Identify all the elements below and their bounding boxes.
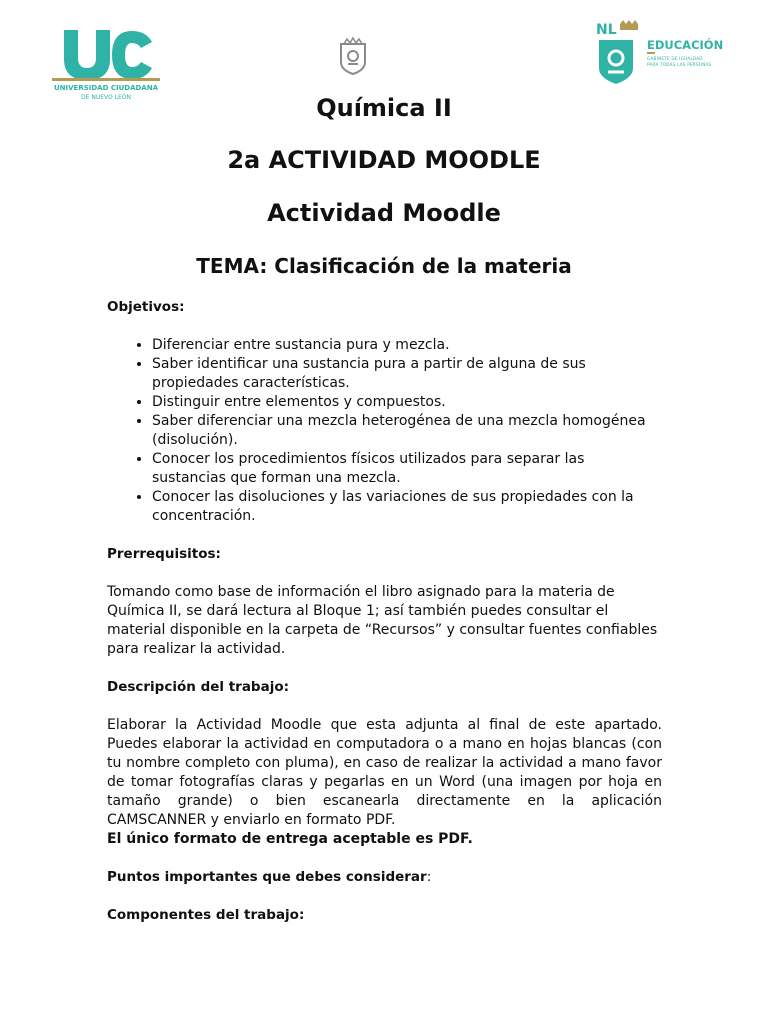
components-heading: Componentes del trabajo: bbox=[107, 907, 305, 923]
description-emphasis: El único formato de entrega aceptable es PDF. bbox=[107, 831, 473, 847]
nl-logo-subtitle-2: PARA TODAS LAS PERSONAS bbox=[647, 62, 712, 67]
nl-shield-icon bbox=[336, 36, 370, 76]
uc-logo bbox=[52, 28, 162, 104]
document-body bbox=[107, 298, 662, 925]
nl-logo-title: EDUCACIÓN bbox=[647, 38, 724, 52]
nl-educacion-logo bbox=[592, 18, 732, 90]
important-points-heading bbox=[107, 868, 662, 887]
list-item: • Distinguir entre elementos y compuestos. bbox=[152, 393, 662, 412]
list-item: • Conocer los procedimientos físicos utilizados para separar las sustancias que forman una mezcla. bbox=[152, 450, 662, 488]
topic-title: TEMA: Clasificación de la materia bbox=[196, 254, 572, 278]
list-item: • Saber identificar una sustancia pura a partir de alguna de sus propiedades características. bbox=[152, 355, 662, 393]
description-text: Elaborar la Actividad Moodle que esta adjunta al final de este apartado. Puedes elaborar la actividad en computadora o a mano en hojas blancas (con tu nombre completo con pluma), en caso de realizar la actividad a mano favor de tomar fotografías claras y pegarlas en un Word (una imagen por hoja en tamaño grande) o bien escanearla directamente en la aplicación CAMSCANNER y enviarlo en formato PDF. bbox=[107, 717, 662, 828]
important-points-label: Puntos importantes que debes considerar bbox=[107, 869, 427, 885]
objectives-heading: Objetivos: bbox=[107, 299, 185, 315]
important-points-suffix: : bbox=[426, 869, 432, 885]
activity-type-title: Actividad Moodle bbox=[267, 199, 501, 227]
list-item: • Diferenciar entre sustancia pura y mezcla. bbox=[152, 336, 662, 355]
list-item: • Saber diferenciar una mezcla heterogénea de una mezcla homogénea (disolución). bbox=[152, 412, 662, 450]
nl-logo-shield-icon bbox=[592, 18, 640, 86]
objectives-list bbox=[107, 336, 662, 526]
nl-logo-divider bbox=[647, 52, 655, 54]
header-logos bbox=[0, 0, 768, 100]
activity-title: 2a ACTIVIDAD MOODLE bbox=[227, 146, 541, 174]
uc-divider bbox=[52, 78, 160, 81]
svg-text:NL: NL bbox=[596, 22, 617, 38]
nl-logo-subtitle-1: GABINETE DE IGUALDAD bbox=[647, 56, 703, 61]
list-item: • Conocer las disoluciones y las variaciones de sus propiedades con la concentración. bbox=[152, 488, 662, 526]
uc-location: DE NUEVO LEÓN bbox=[81, 94, 131, 101]
subject-title: Química II bbox=[316, 94, 452, 122]
uc-name: UNIVERSIDAD CIUDADANA bbox=[53, 84, 158, 92]
uc-letters-graphic bbox=[62, 28, 154, 80]
description-heading: Descripción del trabajo: bbox=[107, 679, 290, 695]
prerequisites-text: Tomando como base de información el libro asignado para la materia de Química II, se dará lectura al Bloque 1; así también puedes consultar el material disponible en la carpeta de “Recursos” y consultar fuentes confiables para realizar la actividad. bbox=[107, 584, 658, 657]
prerequisites-heading: Prerrequisitos: bbox=[107, 546, 221, 562]
